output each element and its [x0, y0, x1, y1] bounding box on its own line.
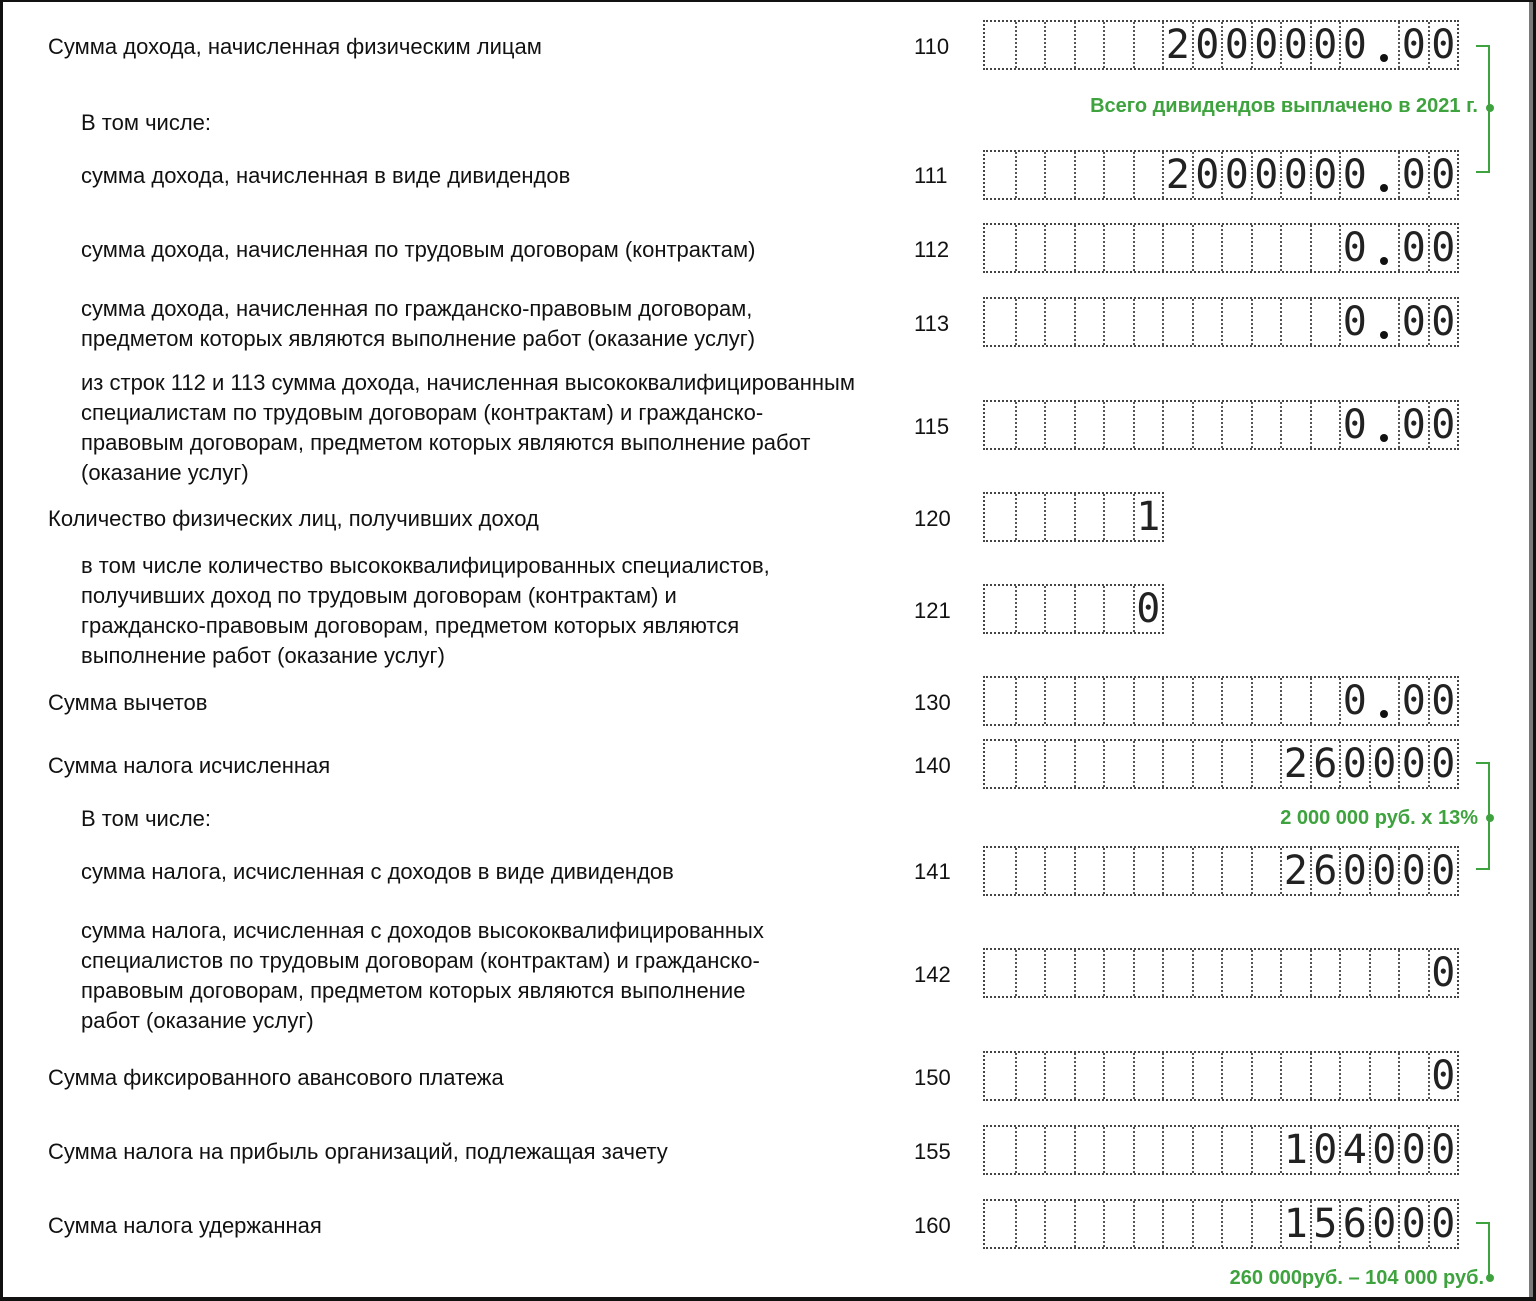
dividends-note: Всего дивидендов выплачено в 2021 г.	[1090, 95, 1478, 117]
digit-cell	[1044, 152, 1074, 198]
digit-cell	[1221, 299, 1251, 345]
row-115-cells[interactable]	[983, 400, 1459, 450]
digit-cell	[1280, 299, 1310, 345]
digit-cell	[1044, 678, 1074, 724]
digit-cell	[1044, 848, 1074, 894]
digit-cell: 6	[1310, 741, 1340, 787]
digit-cell	[1015, 22, 1045, 68]
row-130-code: 130	[914, 690, 951, 715]
digit-cell: 0	[1339, 848, 1369, 894]
row-111-code: 111	[914, 163, 948, 188]
digit-cell	[1074, 678, 1104, 724]
digit-cell: 2	[1162, 152, 1192, 198]
digit-cell: 0	[1398, 848, 1428, 894]
digit-cell	[1044, 1201, 1074, 1247]
row-121-cells[interactable]	[983, 584, 1164, 634]
digit-cell	[1192, 1201, 1222, 1247]
digit-cell	[1015, 225, 1045, 271]
digit-cell	[1074, 494, 1104, 540]
digit-cell	[1369, 678, 1399, 724]
row-111-cells[interactable]	[983, 150, 1459, 200]
digit-cell	[1221, 848, 1251, 894]
digit-cell: 0	[1339, 741, 1369, 787]
digit-cell: 0	[1310, 22, 1340, 68]
digit-cell	[1044, 741, 1074, 787]
digit-cell: 0	[1398, 152, 1428, 198]
row-160-code: 160	[914, 1213, 951, 1238]
row-142-label-2: специалистов по трудовым договорам (контрактам) и гражданско-	[81, 948, 760, 973]
row-140-code: 140	[914, 753, 951, 778]
row-112-cells[interactable]	[983, 223, 1459, 273]
digit-cell	[1103, 1201, 1133, 1247]
digit-cell	[1280, 225, 1310, 271]
digit-cell	[1133, 848, 1163, 894]
digit-cell	[1221, 402, 1251, 448]
row-142-label-1: сумма налога, исчисленная с доходов высококвалифицированных	[81, 918, 764, 943]
digit-cell: 0	[1398, 402, 1428, 448]
row-115-label-2: специалистам по трудовым договорам (контрактам) и гражданско-	[81, 400, 764, 425]
digit-cell: 0	[1428, 22, 1458, 68]
digit-cell	[1103, 152, 1133, 198]
digit-cell: 0	[1192, 152, 1222, 198]
digit-cell	[1398, 950, 1428, 996]
digit-cell	[1162, 848, 1192, 894]
withheld-note: 260 000руб. – 104 000 руб.	[1229, 1267, 1484, 1289]
digit-cell: 0	[1398, 741, 1428, 787]
digit-cell: 0	[1251, 152, 1281, 198]
digit-cell: 0	[1221, 22, 1251, 68]
digit-cell	[1133, 1053, 1163, 1099]
digit-cell: 6	[1339, 1201, 1369, 1247]
digit-cell	[985, 299, 1015, 345]
digit-cell: 0	[1339, 22, 1369, 68]
row-121-code: 121	[914, 598, 951, 623]
digit-cell	[1310, 950, 1340, 996]
digit-cell	[1074, 402, 1104, 448]
digit-cell: 0	[1339, 299, 1369, 345]
row-112-label: сумма дохода, начисленная по трудовым договорам (контрактам)	[81, 237, 756, 262]
row-121-label-4: выполнение работ (оказание услуг)	[81, 643, 445, 668]
digit-cell	[1103, 741, 1133, 787]
digit-cell	[1251, 848, 1281, 894]
digit-cell	[1192, 402, 1222, 448]
digit-cell	[1074, 225, 1104, 271]
digit-cell	[1103, 1127, 1133, 1173]
row-110-code: 110	[914, 34, 950, 59]
digit-cell	[1133, 22, 1163, 68]
row-120-cells[interactable]	[983, 492, 1164, 542]
row-150-code: 150	[914, 1065, 951, 1090]
digit-cell	[1015, 678, 1045, 724]
digit-cell: 0	[1280, 152, 1310, 198]
digit-cell	[1015, 402, 1045, 448]
digit-cell	[1133, 1201, 1163, 1247]
digit-cell: 0	[1428, 678, 1458, 724]
digit-cell	[1162, 225, 1192, 271]
digit-cell	[1251, 1127, 1281, 1173]
digit-cell	[1162, 1127, 1192, 1173]
digit-cell	[1133, 678, 1163, 724]
digit-cell	[1162, 741, 1192, 787]
digit-cell	[985, 1053, 1015, 1099]
digit-cell: 0	[1428, 402, 1458, 448]
row-115-label-3: правовым договорам, предметом которых являются выполнение работ	[81, 430, 811, 455]
digit-cell	[1192, 299, 1222, 345]
digit-cell	[1074, 586, 1104, 632]
digit-cell	[1369, 299, 1399, 345]
row-113-cells[interactable]	[983, 297, 1459, 347]
row-140-cells[interactable]	[983, 739, 1459, 789]
digit-cell	[1015, 950, 1045, 996]
digit-cell	[1074, 22, 1104, 68]
digit-cell	[985, 225, 1015, 271]
row-including-tax-label: В том числе:	[81, 806, 212, 831]
digit-cell: 2	[1280, 741, 1310, 787]
withheld-brace-dot	[1486, 1274, 1494, 1282]
digit-cell	[1369, 225, 1399, 271]
digit-cell	[1369, 22, 1399, 68]
digit-cell	[1310, 678, 1340, 724]
digit-cell: 0	[1428, 1127, 1458, 1173]
row-142-label-3: правовым договорам, предметом которых являются выполнение	[81, 978, 746, 1003]
digit-cell	[1133, 152, 1163, 198]
digit-cell	[1310, 402, 1340, 448]
digit-cell: 0	[1339, 402, 1369, 448]
row-113-code: 113	[914, 311, 950, 336]
digit-cell	[1280, 402, 1310, 448]
digit-cell	[1103, 678, 1133, 724]
row-142-label-4: работ (оказание услуг)	[81, 1008, 314, 1033]
digit-cell: 0	[1428, 741, 1458, 787]
digit-cell: 0	[1428, 1201, 1458, 1247]
row-115-code: 115	[914, 414, 950, 439]
digit-cell: 0	[1369, 848, 1399, 894]
digit-cell	[1221, 1201, 1251, 1247]
row-142-code: 142	[914, 962, 951, 987]
digit-cell	[1192, 950, 1222, 996]
digit-cell	[1251, 299, 1281, 345]
digit-cell	[1280, 678, 1310, 724]
row-113-label-1: сумма дохода, начисленная по гражданско-правовым договорам,	[81, 296, 753, 321]
digit-cell: 1	[1280, 1201, 1310, 1247]
digit-cell	[1280, 1053, 1310, 1099]
digit-cell: 0	[1398, 1201, 1428, 1247]
digit-cell	[1192, 1053, 1222, 1099]
digit-cell	[1369, 1053, 1399, 1099]
row-141-code: 141	[914, 859, 951, 884]
digit-cell	[1015, 299, 1045, 345]
digit-cell: 0	[1310, 152, 1340, 198]
digit-cell: 0	[1251, 22, 1281, 68]
digit-cell	[1251, 678, 1281, 724]
digit-cell: 5	[1310, 1201, 1340, 1247]
digit-cell	[1221, 950, 1251, 996]
digit-cell	[1369, 402, 1399, 448]
digit-cell	[1044, 402, 1074, 448]
digit-cell	[985, 1127, 1015, 1173]
digit-cell	[1133, 1127, 1163, 1173]
digit-cell	[1339, 1053, 1369, 1099]
digit-cell	[1162, 1201, 1192, 1247]
tax-calc-brace-dot	[1486, 814, 1494, 822]
digit-cell	[1133, 741, 1163, 787]
digit-cell: 0	[1428, 950, 1458, 996]
digit-cell	[1133, 402, 1163, 448]
row-155-cells[interactable]	[983, 1125, 1459, 1175]
digit-cell	[1192, 225, 1222, 271]
digit-cell	[1015, 848, 1045, 894]
digit-cell	[1162, 678, 1192, 724]
digit-cell	[1251, 402, 1281, 448]
row-121-label-1: в том числе количество высококвалифицированных специалистов,	[81, 553, 770, 578]
row-130-cells[interactable]	[983, 676, 1459, 726]
digit-cell	[1103, 402, 1133, 448]
digit-cell	[1103, 225, 1133, 271]
digit-cell	[985, 1201, 1015, 1247]
digit-cell	[1162, 402, 1192, 448]
digit-cell	[1221, 678, 1251, 724]
digit-cell	[1015, 1201, 1045, 1247]
row-160-cells[interactable]	[983, 1199, 1459, 1249]
digit-cell	[1310, 299, 1340, 345]
digit-cell	[1074, 848, 1104, 894]
digit-cell	[1044, 950, 1074, 996]
digit-cell	[1044, 225, 1074, 271]
row-115-label-1: из строк 112 и 113 сумма дохода, начисленная высококвалифицированным	[81, 370, 855, 395]
digit-cell	[1133, 299, 1163, 345]
digit-cell: 0	[1133, 586, 1163, 632]
digit-cell: 1	[1280, 1127, 1310, 1173]
digit-cell: 0	[1192, 22, 1222, 68]
digit-cell	[1015, 586, 1045, 632]
digit-cell	[1339, 950, 1369, 996]
digit-cell: 0	[1339, 678, 1369, 724]
digit-cell	[1044, 494, 1074, 540]
digit-cell	[985, 950, 1015, 996]
digit-cell	[1280, 950, 1310, 996]
digit-cell	[1103, 950, 1133, 996]
row-160-label: Сумма налога удержанная	[48, 1213, 322, 1238]
digit-cell	[1162, 950, 1192, 996]
digit-cell: 0	[1428, 225, 1458, 271]
digit-cell: 0	[1428, 299, 1458, 345]
digit-cell: 0	[1369, 1201, 1399, 1247]
row-142-cells[interactable]	[983, 948, 1459, 998]
digit-cell: 0	[1398, 1127, 1428, 1173]
row-120-code: 120	[914, 506, 951, 531]
digit-cell	[1074, 741, 1104, 787]
digit-cell	[1192, 848, 1222, 894]
row-141-label: сумма налога, исчисленная с доходов в виде дивидендов	[81, 859, 674, 884]
digit-cell: 0	[1428, 848, 1458, 894]
digit-cell	[1044, 1053, 1074, 1099]
digit-cell: 2	[1280, 848, 1310, 894]
digit-cell	[1103, 299, 1133, 345]
row-including-label: В том числе:	[81, 110, 212, 135]
digit-cell	[1074, 1053, 1104, 1099]
digit-cell	[1015, 494, 1045, 540]
row-121-label-3: гражданско-правовым договорам, предметом которых являются	[81, 613, 740, 638]
row-113-label-2: предметом которых являются выполнение работ (оказание услуг)	[81, 326, 756, 351]
digit-cell	[1074, 1201, 1104, 1247]
digit-cell: 0	[1398, 22, 1428, 68]
digit-cell	[1251, 950, 1281, 996]
row-110-cells[interactable]	[983, 20, 1459, 70]
digit-cell	[985, 22, 1015, 68]
digit-cell	[1103, 494, 1133, 540]
row-150-cells[interactable]	[983, 1051, 1459, 1101]
digit-cell	[1251, 225, 1281, 271]
digit-cell	[1074, 950, 1104, 996]
digit-cell: 1	[1133, 494, 1163, 540]
digit-cell	[1162, 299, 1192, 345]
row-115-label-4: (оказание услуг)	[81, 460, 249, 485]
digit-cell	[1015, 152, 1045, 198]
digit-cell	[1310, 225, 1340, 271]
digit-cell	[1369, 950, 1399, 996]
row-130-label: Сумма вычетов	[48, 690, 208, 715]
digit-cell: 0	[1339, 152, 1369, 198]
row-140-label: Сумма налога исчисленная	[48, 753, 331, 778]
digit-cell	[1074, 299, 1104, 345]
row-155-code: 155	[914, 1139, 951, 1164]
digit-cell	[985, 586, 1015, 632]
digit-cell: 0	[1398, 225, 1428, 271]
digit-cell	[1251, 1201, 1281, 1247]
row-141-cells[interactable]	[983, 846, 1459, 896]
digit-cell: 0	[1428, 152, 1458, 198]
digit-cell	[985, 848, 1015, 894]
tax-calc-note: 2 000 000 руб. х 13%	[1280, 807, 1478, 829]
digit-cell	[1044, 586, 1074, 632]
digit-cell: 0	[1339, 225, 1369, 271]
digit-cell: 0	[1428, 1053, 1458, 1099]
digit-cell: 6	[1310, 848, 1340, 894]
digit-cell	[985, 494, 1015, 540]
digit-cell	[1103, 848, 1133, 894]
digit-cell: 2	[1162, 22, 1192, 68]
digit-cell	[1015, 741, 1045, 787]
digit-cell	[1044, 299, 1074, 345]
digit-cell: 0	[1310, 1127, 1340, 1173]
digit-cell	[1251, 1053, 1281, 1099]
row-120-label: Количество физических лиц, получивших доход	[48, 506, 539, 531]
digit-cell	[985, 741, 1015, 787]
digit-cell: 0	[1369, 1127, 1399, 1173]
row-111-label: сумма дохода, начисленная в виде дивидендов	[81, 163, 571, 188]
digit-cell	[1074, 1127, 1104, 1173]
digit-cell: 0	[1398, 678, 1428, 724]
digit-cell	[1310, 1053, 1340, 1099]
digit-cell	[1103, 586, 1133, 632]
row-121-label-2: получивших доход по трудовым договорам (контрактам) и	[81, 583, 677, 608]
digit-cell	[1221, 1127, 1251, 1173]
digit-cell	[1133, 950, 1163, 996]
digit-cell	[1133, 225, 1163, 271]
digit-cell	[1103, 22, 1133, 68]
digit-cell	[1192, 678, 1222, 724]
digit-cell	[1015, 1053, 1045, 1099]
digit-cell	[1398, 1053, 1428, 1099]
row-150-label: Сумма фиксированного авансового платежа	[48, 1065, 504, 1090]
digit-cell: 0	[1369, 741, 1399, 787]
digit-cell	[985, 152, 1015, 198]
digit-cell	[1192, 1127, 1222, 1173]
digit-cell	[985, 402, 1015, 448]
digit-cell	[1221, 225, 1251, 271]
digit-cell	[1251, 741, 1281, 787]
digit-cell	[1044, 1127, 1074, 1173]
digit-cell	[1192, 741, 1222, 787]
digit-cell	[1221, 1053, 1251, 1099]
digit-cell	[985, 678, 1015, 724]
digit-cell: 0	[1221, 152, 1251, 198]
row-110-label: Сумма дохода, начисленная физическим лицам	[48, 34, 542, 59]
digit-cell	[1103, 1053, 1133, 1099]
digit-cell	[1074, 152, 1104, 198]
dividends-brace-dot	[1486, 104, 1494, 112]
digit-cell: 4	[1339, 1127, 1369, 1173]
digit-cell	[1044, 22, 1074, 68]
row-155-label: Сумма налога на прибыль организаций, подлежащая зачету	[48, 1139, 668, 1164]
digit-cell: 0	[1398, 299, 1428, 345]
digit-cell	[1221, 741, 1251, 787]
digit-cell	[1162, 1053, 1192, 1099]
digit-cell: 0	[1280, 22, 1310, 68]
digit-cell	[1369, 152, 1399, 198]
row-112-code: 112	[914, 237, 950, 262]
digit-cell	[1015, 1127, 1045, 1173]
